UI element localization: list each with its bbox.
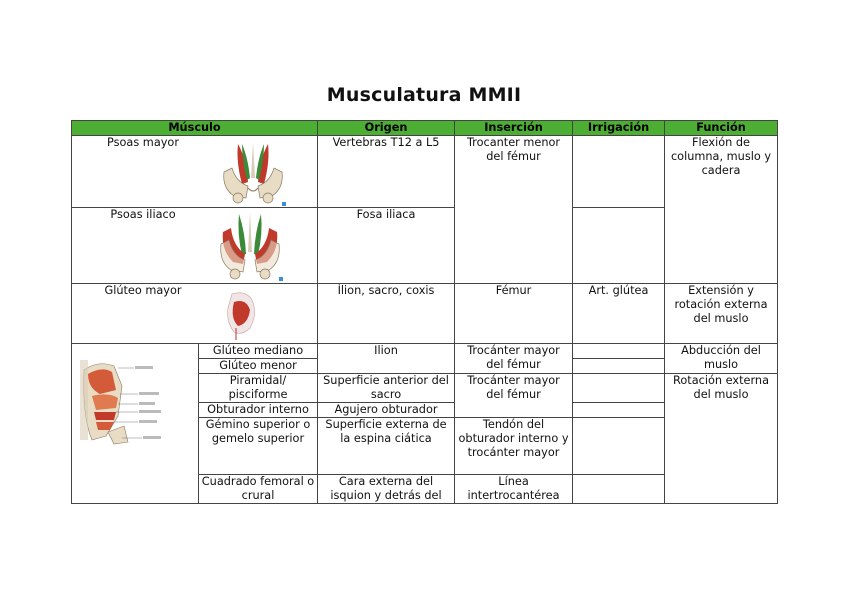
insercion-cell: Línea intertrocantérea <box>455 475 573 504</box>
header-origen: Origen <box>318 121 455 136</box>
header-musculo: Músculo <box>72 121 318 136</box>
header-row <box>72 121 778 136</box>
insercion-cell: Trocánter mayor del fémur <box>455 374 573 418</box>
insercion-cell: Trocánter mayor del fémur <box>455 344 573 374</box>
muscle-name: Obturador interno <box>199 403 318 418</box>
irrigacion-cell <box>573 344 665 359</box>
origen-cell: Cara externa del isquion y detrás del <box>318 475 455 504</box>
muscle-name: Piramidal/ pisciforme <box>199 374 318 403</box>
muscle-name: Glúteo menor <box>199 359 318 374</box>
origen-cell: Vertebras T12 a L5 <box>318 136 455 208</box>
header-funcion: Función <box>665 121 778 136</box>
muscle-table <box>71 120 778 504</box>
table-row <box>72 284 778 344</box>
funcion-cell: Rotación externa del muslo <box>665 374 778 504</box>
muscle-cell <box>72 136 318 208</box>
irrigacion-cell: Art. glútea <box>573 284 665 344</box>
muscle-name: Cuadrado femoral o crural <box>199 475 318 504</box>
gluteus-illustration-icon <box>224 288 260 340</box>
hip-muscles-figure-cell <box>72 344 199 504</box>
pelvis-illustration-icon <box>218 138 288 206</box>
table-row <box>72 136 778 208</box>
irrigacion-cell <box>573 359 665 374</box>
muscle-name: Psoas iliaco <box>110 208 176 221</box>
origen-cell: Superficie externa de la espina ciática <box>318 418 455 475</box>
table-row <box>72 344 778 359</box>
irrigacion-cell <box>573 374 665 403</box>
page-title: Musculatura MMII <box>326 84 522 106</box>
irrigacion-cell <box>573 208 665 284</box>
funcion-cell: Abducción del muslo <box>665 344 778 374</box>
origen-cell: Ilion <box>318 344 455 374</box>
muscle-cell <box>72 208 318 284</box>
insercion-cell: Tendón del obturador interno y trocánter mayor <box>455 418 573 475</box>
header-irrigacion: Irrigación <box>573 121 665 136</box>
origen-cell: Agujero obturador <box>318 403 455 418</box>
origen-cell: Fosa iliaca <box>318 208 455 284</box>
muscle-name: Gémino superior o gemelo superior <box>199 418 318 475</box>
funcion-cell: Extensión y rotación externa del muslo <box>665 284 778 344</box>
header-insercion: Inserción <box>455 121 573 136</box>
irrigacion-cell <box>573 418 665 475</box>
origen-cell: Ílion, sacro, coxis <box>318 284 455 344</box>
muscle-name: Glúteo mayor <box>104 284 182 297</box>
origen-cell: Superficie anterior del sacro <box>318 374 455 403</box>
irrigacion-cell <box>573 403 665 418</box>
irrigacion-cell <box>573 475 665 504</box>
funcion-cell: Flexión de columna, muslo y cadera <box>665 136 778 284</box>
pelvis-illustration-icon <box>215 210 285 282</box>
muscle-name: Psoas mayor <box>107 136 179 149</box>
muscle-name: Glúteo mediano <box>199 344 318 359</box>
insercion-cell: Trocanter menor del fémur <box>455 136 573 284</box>
irrigacion-cell <box>573 136 665 208</box>
hip-muscles-illustration-icon <box>78 356 166 446</box>
insercion-cell: Fémur <box>455 284 573 344</box>
muscle-cell <box>72 284 318 344</box>
